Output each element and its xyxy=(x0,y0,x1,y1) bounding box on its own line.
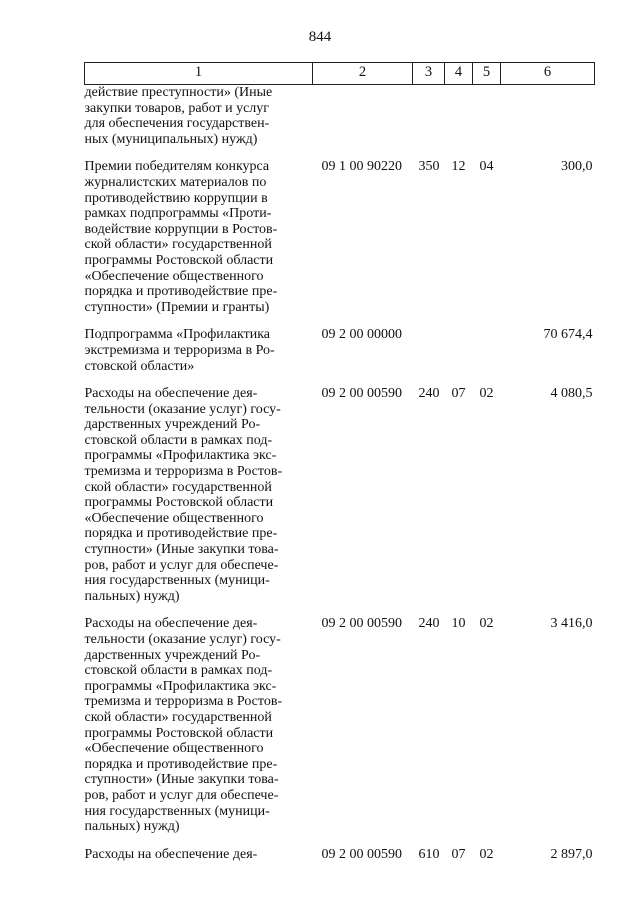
row-description-line: водействие коррупции в Ростов- xyxy=(84,221,278,237)
row-description-line: рамках подпрограммы «Проти- xyxy=(84,206,272,222)
row-description-line: стовской области в рамках под- xyxy=(84,432,273,448)
row-spacer-cell xyxy=(85,604,313,616)
row-spacer-cell xyxy=(313,147,413,159)
row-spacer-cell xyxy=(85,835,313,847)
row-description-line: «Обеспечение общественного xyxy=(84,741,264,757)
row-spacer-cell xyxy=(501,374,595,386)
row-description-line: ния государственных (муници- xyxy=(84,803,270,819)
row-description-line: тельности (оказание услуг) госу- xyxy=(84,632,281,647)
row-description xyxy=(85,159,313,315)
row-description-line: пальных) нужд) xyxy=(84,819,180,835)
row-spacer-cell xyxy=(413,835,445,847)
row-description xyxy=(85,847,313,863)
row-spacer-cell xyxy=(501,147,595,159)
row-code: 09 2 00 00590 xyxy=(321,616,402,632)
row-section xyxy=(445,85,473,148)
row-amount: 2 897,0 xyxy=(550,846,593,862)
column-header-section: 4 xyxy=(445,63,473,85)
row-expense-type: 240 xyxy=(418,386,440,402)
row-amount: 70 674,4 xyxy=(543,327,593,343)
row-description-line: порядка и противодействие пре- xyxy=(84,526,278,542)
row-description-line: Премии победителям конкурса xyxy=(84,159,270,175)
row-spacer-cell xyxy=(445,835,473,847)
row-spacer-cell xyxy=(413,374,445,386)
row-spacer-cell xyxy=(313,315,413,327)
row-section: 07 xyxy=(451,386,466,402)
row-description-line: ния государственных (муници- xyxy=(84,573,270,589)
row-amount: 3 416,0 xyxy=(550,616,593,632)
row-expense-type: 610 xyxy=(418,846,440,862)
row-description-line: Расходы на обеспечение дея- xyxy=(84,616,258,632)
row-spacer-cell xyxy=(85,147,313,159)
row-description-line: ных (муниципальных) нужд) xyxy=(84,131,258,147)
row-description xyxy=(85,85,313,148)
row-section xyxy=(445,327,473,374)
row-spacer xyxy=(85,374,595,386)
row-spacer xyxy=(85,604,595,616)
row-description-line: дарственных учреждений Ро- xyxy=(84,417,261,433)
row-spacer-cell xyxy=(473,147,501,159)
table-row xyxy=(85,159,595,315)
table-row xyxy=(85,85,595,148)
row-spacer xyxy=(85,147,595,159)
row-description-line: дарственных учреждений Ро- xyxy=(84,647,261,663)
row-description-line: ров, работ и услуг для обеспече- xyxy=(84,787,279,803)
row-description-line: стовской области» xyxy=(84,358,195,374)
row-description-line: ской области» государственной xyxy=(84,479,272,495)
row-description-line: программы Ростовской области xyxy=(84,725,274,741)
row-description-line: экстремизма и терроризма в Ро- xyxy=(84,342,275,358)
column-header-type: 3 xyxy=(413,63,445,85)
row-description xyxy=(85,386,313,604)
row-description-line: порядка и противодействие пре- xyxy=(84,756,278,772)
row-subsection xyxy=(473,327,501,374)
row-spacer-cell xyxy=(501,835,595,847)
row-description-line: действие преступности» (Иные xyxy=(84,85,273,100)
row-spacer-cell xyxy=(473,835,501,847)
row-description-line: журналистских материалов по xyxy=(84,174,267,190)
column-header-amount: 6 xyxy=(501,63,595,85)
row-amount xyxy=(501,85,595,148)
row-description xyxy=(85,327,313,374)
table-row xyxy=(85,386,595,604)
row-section: 12 xyxy=(451,159,466,175)
row-spacer-cell xyxy=(313,374,413,386)
row-description-line: тремизма и терроризма в Ростов- xyxy=(84,464,283,480)
row-spacer-cell xyxy=(413,315,445,327)
table-header-row xyxy=(85,63,595,85)
row-spacer-cell xyxy=(445,315,473,327)
row-spacer-cell xyxy=(413,147,445,159)
row-subsection: 04 xyxy=(479,159,494,175)
row-spacer-cell xyxy=(313,835,413,847)
row-description-line: ступности» (Иные закупки това- xyxy=(84,772,279,788)
row-description-line: ступности» (Премии и гранты) xyxy=(84,299,270,315)
row-description-line: программы «Профилактика экс- xyxy=(84,678,277,694)
row-subsection: 02 xyxy=(479,386,494,402)
row-description-line: стовской области в рамках под- xyxy=(84,663,273,679)
row-code xyxy=(313,85,413,148)
row-description-line: противодействию коррупции в xyxy=(84,190,268,206)
row-description-line: Подпрограмма «Профилактика xyxy=(84,327,271,343)
budget-table xyxy=(84,62,595,862)
row-description-line: «Обеспечение общественного xyxy=(84,510,264,526)
row-code: 09 1 00 90220 xyxy=(321,159,402,175)
row-spacer-cell xyxy=(501,315,595,327)
row-description-line: порядка и противодействие пре- xyxy=(84,284,278,300)
row-spacer-cell xyxy=(473,604,501,616)
row-description-line: программы Ростовской области xyxy=(84,495,274,511)
row-section: 07 xyxy=(451,846,466,862)
row-spacer-cell xyxy=(445,147,473,159)
row-spacer-cell xyxy=(445,604,473,616)
row-spacer xyxy=(85,835,595,847)
row-description-line: Расходы на обеспечение дея- xyxy=(84,846,258,862)
table-row xyxy=(85,847,595,863)
row-spacer-cell xyxy=(473,374,501,386)
row-description-line: ров, работ и услуг для обеспече- xyxy=(84,557,279,573)
row-spacer-cell xyxy=(445,374,473,386)
row-description-line: ской области» государственной xyxy=(84,709,272,725)
row-description-line: для обеспечения государствен- xyxy=(84,116,270,132)
table-row xyxy=(85,616,595,834)
row-description-line: ской области» государственной xyxy=(84,237,272,253)
row-expense-type xyxy=(413,327,445,374)
row-description-line: пальных) нужд) xyxy=(84,588,180,604)
row-description-line: тельности (оказание услуг) госу- xyxy=(84,401,281,417)
table-row xyxy=(85,327,595,374)
row-subsection: 02 xyxy=(479,846,494,862)
row-expense-type: 240 xyxy=(418,616,440,632)
row-spacer-cell xyxy=(85,315,313,327)
row-code: 09 2 00 00000 xyxy=(321,327,402,343)
row-spacer-cell xyxy=(85,374,313,386)
row-spacer xyxy=(85,315,595,327)
row-description-line: программы «Профилактика экс- xyxy=(84,448,277,464)
row-section: 10 xyxy=(451,616,466,632)
column-header-subsection: 5 xyxy=(473,63,501,85)
row-subsection xyxy=(473,85,501,148)
row-code: 09 2 00 00590 xyxy=(321,386,402,402)
row-expense-type: 350 xyxy=(418,159,440,175)
row-spacer-cell xyxy=(313,604,413,616)
row-description xyxy=(85,616,313,834)
row-expense-type xyxy=(413,85,445,148)
row-amount: 4 080,5 xyxy=(550,386,593,402)
column-header-code: 2 xyxy=(313,63,413,85)
row-subsection: 02 xyxy=(479,616,494,632)
row-description-line: закупки товаров, работ и услуг xyxy=(84,100,270,116)
column-header-description: 1 xyxy=(85,63,313,85)
page-number: 844 xyxy=(308,29,332,45)
row-description-line: Расходы на обеспечение дея- xyxy=(84,386,258,402)
row-description-line: ступности» (Иные закупки това- xyxy=(84,542,279,558)
row-description-line: «Обеспечение общественного xyxy=(84,268,264,284)
row-description-line: программы Ростовской области xyxy=(84,252,274,268)
row-description-line: тремизма и терроризма в Ростов- xyxy=(84,694,283,710)
row-spacer-cell xyxy=(501,604,595,616)
row-amount: 300,0 xyxy=(561,159,593,175)
row-spacer-cell xyxy=(413,604,445,616)
row-spacer-cell xyxy=(473,315,501,327)
row-code: 09 2 00 00590 xyxy=(321,846,402,862)
